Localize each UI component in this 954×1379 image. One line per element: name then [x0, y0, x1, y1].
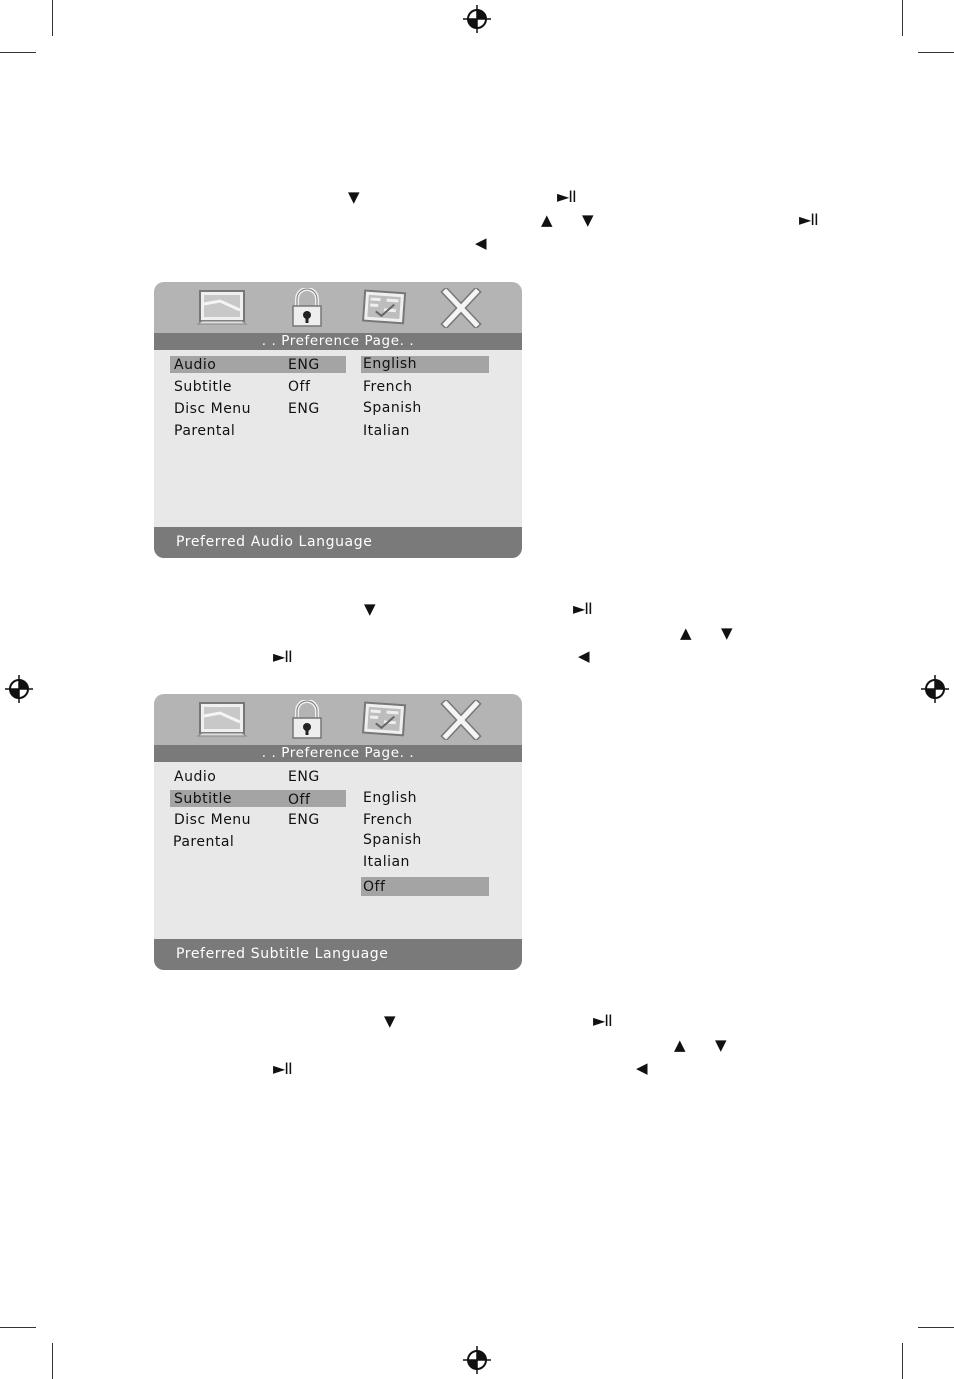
menu-item-parental[interactable]	[174, 423, 235, 440]
menu-item-disc-menu[interactable]	[174, 401, 251, 418]
menu-item-subtitle[interactable]	[174, 791, 232, 808]
osd-menu-audio	[154, 282, 522, 558]
osd-menu-subtitle	[154, 694, 522, 970]
menu-item-label: Subtitle	[174, 379, 233, 395]
registration-mark-icon	[463, 1346, 491, 1374]
lock-icon[interactable]	[280, 700, 334, 740]
settings-panel-icon[interactable]	[358, 288, 412, 328]
menu-item-parental[interactable]	[173, 834, 234, 851]
menu-item-label: Audio	[174, 357, 217, 373]
menu-item-value: ENG	[288, 812, 320, 828]
down-arrow-icon: ▼	[715, 1036, 727, 1054]
help-footer: Preferred Subtitle Language	[154, 939, 522, 970]
crop-mark	[0, 52, 36, 53]
page-title: . . Preference Page. .	[154, 745, 522, 762]
down-arrow-icon: ▼	[384, 1012, 396, 1030]
menu-item-label: Disc Menu	[174, 401, 252, 417]
menu-item-value: ENG	[288, 401, 320, 417]
tv-screen-icon[interactable]	[196, 288, 250, 328]
option-spanish[interactable]: Spanish	[363, 400, 422, 416]
left-arrow-icon: ◀	[636, 1059, 648, 1077]
crop-mark	[902, 1343, 903, 1379]
option-italian[interactable]: Italian	[363, 854, 410, 870]
menu-item-subtitle[interactable]	[174, 379, 232, 396]
menu-item-label: Subtitle	[174, 791, 233, 807]
crop-mark	[52, 0, 53, 36]
osd-icon-bar	[154, 282, 522, 333]
option-italian[interactable]: Italian	[363, 423, 410, 439]
menu-item-audio[interactable]	[174, 357, 216, 374]
up-arrow-icon: ▲	[541, 211, 553, 229]
menu-item-value: ENG	[288, 357, 320, 373]
down-arrow-icon: ▼	[364, 600, 376, 618]
crop-mark	[0, 1327, 36, 1328]
option-english[interactable]: English	[363, 356, 418, 372]
crop-mark	[52, 1343, 53, 1379]
osd-icon-bar	[154, 694, 522, 745]
down-arrow-icon: ▼	[582, 211, 594, 229]
crop-mark	[918, 52, 954, 53]
option-french[interactable]: French	[363, 812, 413, 828]
menu-item-value: ENG	[288, 769, 320, 785]
play-pause-icon: ►II	[273, 1059, 292, 1078]
option-off[interactable]: Off	[363, 879, 386, 895]
registration-mark-icon	[5, 675, 33, 703]
down-arrow-icon: ▼	[348, 188, 360, 206]
play-pause-icon: ►II	[557, 187, 576, 206]
play-pause-icon: ►II	[273, 647, 292, 666]
left-arrow-icon: ◀	[475, 234, 487, 252]
menu-item-label: Parental	[174, 423, 236, 439]
left-arrow-icon: ◀	[578, 647, 590, 665]
help-footer: Preferred Audio Language	[154, 527, 522, 558]
close-icon[interactable]	[434, 288, 488, 328]
option-french[interactable]: French	[363, 379, 413, 395]
crop-mark	[902, 0, 903, 36]
registration-mark-icon	[463, 5, 491, 33]
play-pause-icon: ►II	[799, 210, 818, 229]
down-arrow-icon: ▼	[721, 624, 733, 642]
menu-item-audio[interactable]	[174, 769, 216, 786]
menu-item-label: Audio	[174, 769, 217, 785]
registration-mark-icon	[921, 675, 949, 703]
menu-item-label: Parental	[173, 834, 235, 850]
crop-mark	[918, 1327, 954, 1328]
close-icon[interactable]	[434, 700, 488, 740]
option-spanish[interactable]: Spanish	[363, 832, 422, 848]
menu-item-disc-menu[interactable]	[174, 812, 251, 829]
menu-item-value: Off	[288, 379, 311, 395]
menu-item-value: Off	[288, 792, 311, 808]
tv-screen-icon[interactable]	[196, 700, 250, 740]
menu-item-label: Disc Menu	[174, 812, 252, 828]
lock-icon[interactable]	[280, 288, 334, 328]
up-arrow-icon: ▲	[674, 1036, 686, 1054]
settings-panel-icon[interactable]	[358, 700, 412, 740]
play-pause-icon: ►II	[593, 1011, 612, 1030]
up-arrow-icon: ▲	[680, 624, 692, 642]
play-pause-icon: ►II	[573, 599, 592, 618]
page-title: . . Preference Page. .	[154, 333, 522, 350]
option-english[interactable]: English	[363, 790, 418, 806]
